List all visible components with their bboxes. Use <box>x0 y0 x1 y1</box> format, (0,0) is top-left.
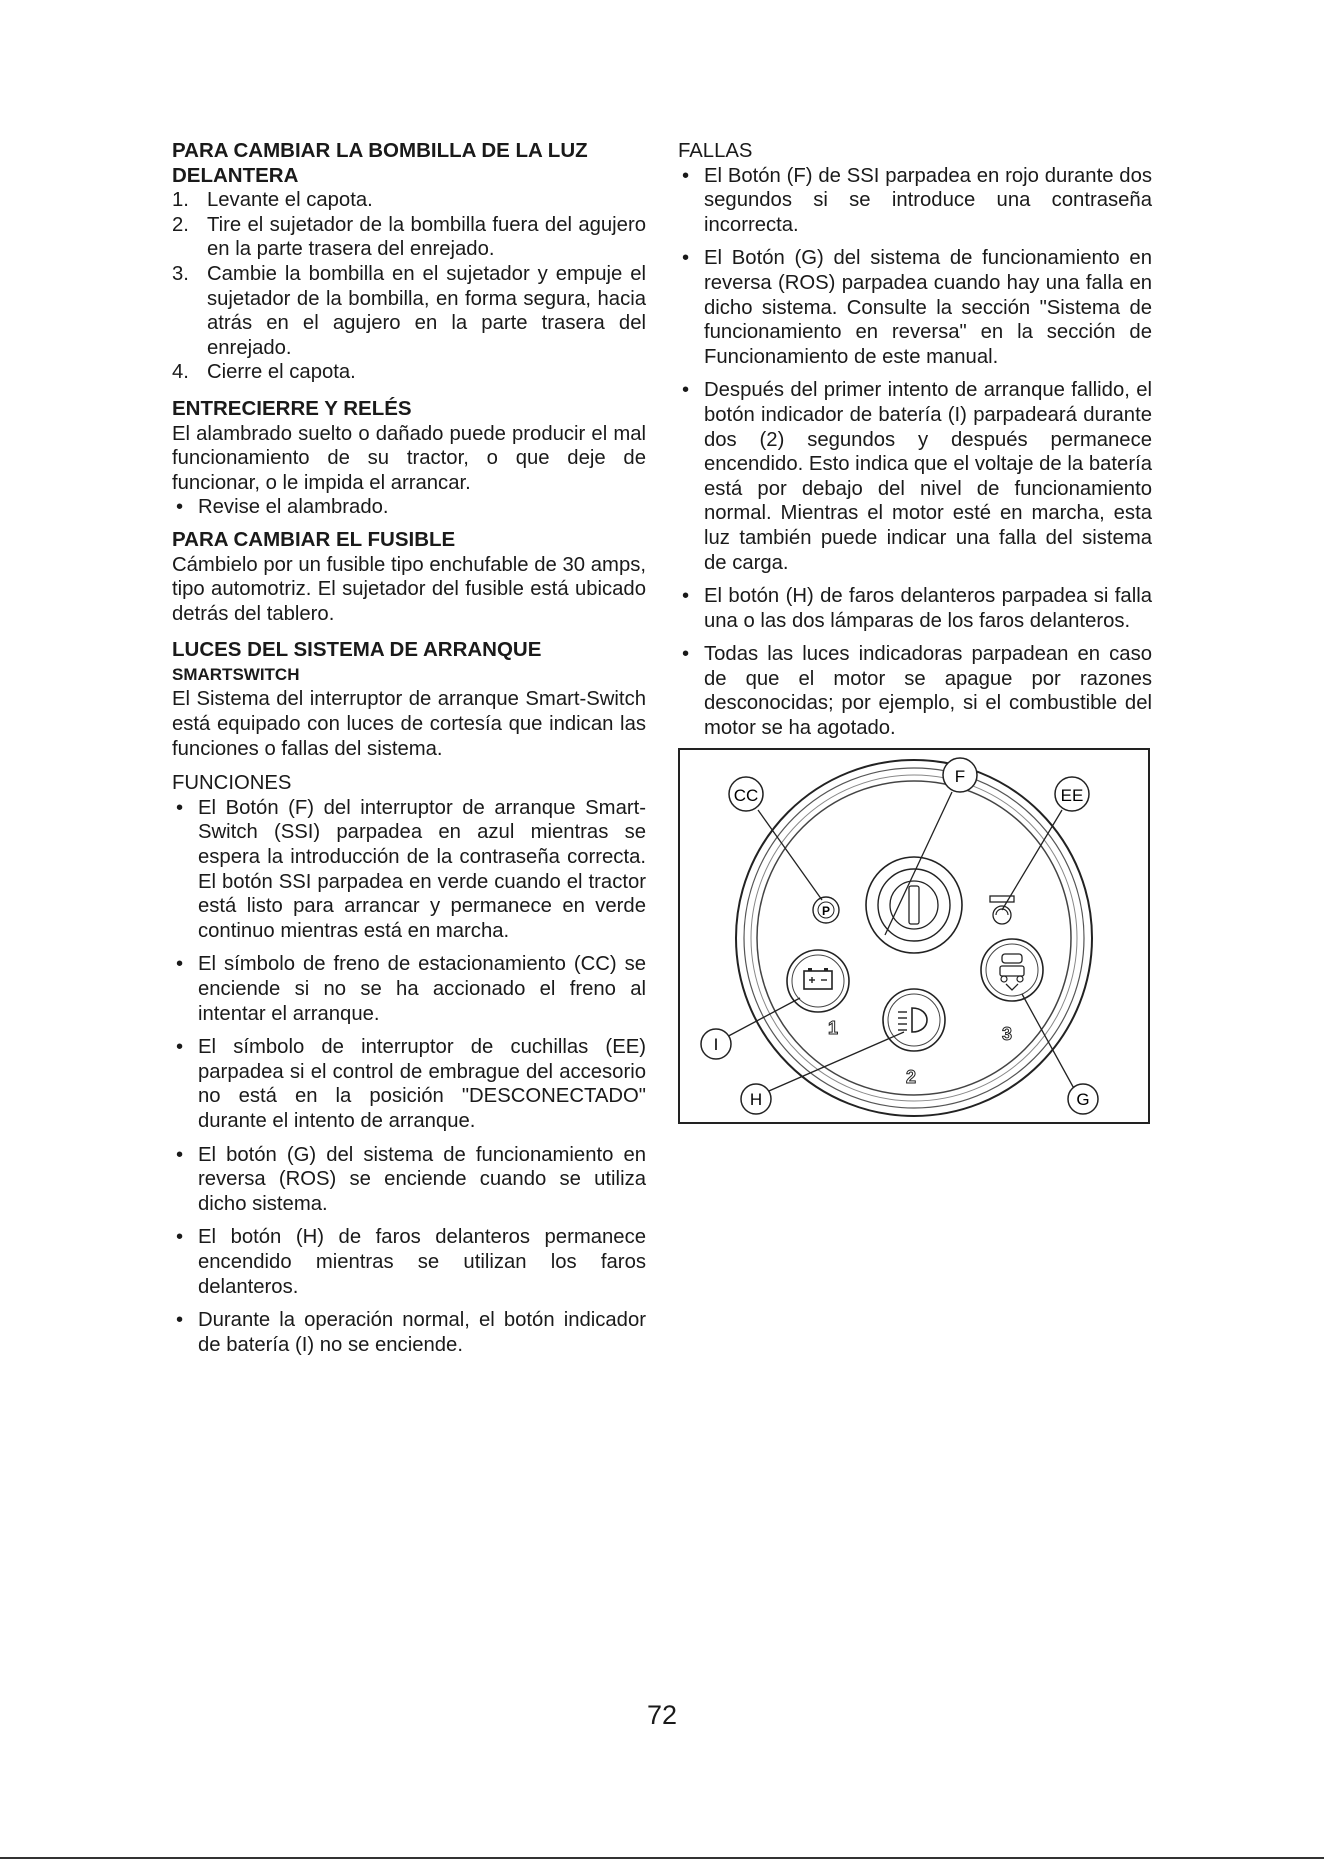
list-item <box>678 164 1152 238</box>
list-item <box>678 246 1152 369</box>
callout-label: H <box>749 1090 763 1109</box>
bullet-icon: • <box>682 585 690 608</box>
bullet-text: Todas las luces indicadoras parpadean en caso de que el motor se apague por razones desconocidas; por ejemplo, si el combustible del motor se ha agotado. <box>704 643 1152 740</box>
relay-bullets <box>172 495 646 520</box>
callout-label: EE <box>1060 786 1084 805</box>
callout-label: G <box>1076 1090 1090 1109</box>
fuse-text: Cámbielo por un fusible tipo enchufable de 30 amps, tipo automotriz. El sujetador del fusible está ubicado detrás del tablero. <box>172 553 646 625</box>
bullet-text: Revise el alambrado. <box>198 496 389 519</box>
bullet-text: El símbolo de interruptor de cuchillas (EE) parpadea si el control de embrague del accesorio no está en la posición "DESCONECTADO" durante el intento de arranque. <box>198 1036 646 1132</box>
bullet-icon: • <box>176 1036 184 1059</box>
step-number: 2. <box>172 213 189 236</box>
step-number: 1. <box>172 189 189 212</box>
list-item <box>678 642 1152 740</box>
functions-title: FUNCIONES <box>172 772 292 795</box>
bullet-icon: • <box>682 247 690 270</box>
bullet-icon: • <box>176 496 184 519</box>
bullet-icon: • <box>176 796 184 819</box>
list-item <box>678 584 1152 633</box>
step-number: 3. <box>172 262 189 285</box>
smartswitch-panel-figure <box>678 748 1150 1124</box>
bullet-text: El Botón (F) de SSI parpadea en rojo durante dos segundos si se introduce una contraseña incorrecta. <box>704 164 1152 236</box>
bullet-icon: • <box>682 164 690 187</box>
relay-text: El alambrado suelto o dañado puede producir el mal funcionamiento de su tractor, o que deje de funcionar, o le impida el arrancar. <box>172 422 646 494</box>
bulb-steps-list <box>172 188 646 385</box>
lights-text: El Sistema del interruptor de arranque Smart-Switch está equipado con luces de cortesía que indican las funciones o fallas del sistema. <box>172 688 646 760</box>
functions-list <box>172 796 646 1357</box>
callout-f <box>943 758 977 792</box>
park-symbol-label: P <box>821 904 831 918</box>
lights-section-subtitle: SMARTSWITCH <box>172 664 300 684</box>
list-item <box>172 952 646 1026</box>
bullet-icon: • <box>176 1309 184 1332</box>
step-number: 4. <box>172 361 189 384</box>
callout-g <box>1068 1084 1098 1114</box>
callout-label: F <box>954 767 966 786</box>
bullet-text: Durante la operación normal, el botón indicador de batería (I) no se enciende. <box>198 1309 646 1356</box>
step-text: Cambie la bombilla en el sujetador y empuje el sujetador de la bombilla, en forma segura, hacia atrás en el agujero en la parte trasera del enrejado. <box>207 262 646 359</box>
list-item <box>172 1035 646 1133</box>
smartswitch-panel-diagram <box>680 750 1148 1122</box>
bullet-text: El Botón (G) del sistema de funcionamiento en reversa (ROS) parpadea cuando hay una falla en dicho sistema. Consulte la sección "Sistema de funcionamiento en reversa" en la sección de Funcionamiento de este manual. <box>704 247 1152 368</box>
lights-section-title: LUCES DEL SISTEMA DE ARRANQUE <box>172 638 542 662</box>
bullet-icon: • <box>682 643 690 666</box>
bullet-icon: • <box>176 1143 184 1166</box>
fuse-section-title: PARA CAMBIAR EL FUSIBLE <box>172 527 456 551</box>
bullet-icon: • <box>176 1226 184 1249</box>
list-item <box>172 495 646 520</box>
callout-label: I <box>713 1035 719 1054</box>
list-item <box>172 360 646 385</box>
list-item <box>678 378 1152 575</box>
faults-title: FALLAS <box>678 140 753 162</box>
step-text: Cierre el capota. <box>207 361 356 384</box>
relay-section-title: ENTRECIERRE Y RELÉS <box>172 396 412 420</box>
bottom-divider <box>0 1857 1324 1859</box>
callout-cc <box>729 777 763 811</box>
step-text: Tire el sujetador de la bombilla fuera del agujero en la parte trasera del enrejado. <box>207 213 646 261</box>
callout-ee <box>1055 777 1089 811</box>
bullet-text: El botón (H) de faros delanteros parpadea si falla una o las dos lámparas de los faros delanteros. <box>704 585 1152 632</box>
list-item <box>172 262 646 360</box>
button-number-1: 1 <box>828 1018 839 1038</box>
callout-h <box>741 1084 771 1114</box>
bullet-text: El botón (G) del sistema de funcionamiento en reversa (ROS) se enciende cuando se utiliza dicho sistema. <box>198 1143 646 1215</box>
step-text: Levante el capota. <box>207 189 373 212</box>
bullet-text: El Botón (F) del interruptor de arranque Smart-Switch (SSI) parpadea en azul mientras se espera la introducción de la contraseña correcta. El botón SSI parpadea en verde cuando el tractor está listo para arrancar y permanece en verde continuo mientras está en marcha. <box>198 796 646 942</box>
right-column <box>678 139 1152 750</box>
bullet-icon: • <box>682 379 690 402</box>
page-number: 72 <box>646 1700 678 1730</box>
list-item <box>172 1143 646 1217</box>
callout-label: CC <box>733 786 759 805</box>
list-item <box>172 188 646 213</box>
faults-list <box>678 164 1152 741</box>
bullet-icon: • <box>176 953 184 976</box>
bullet-text: Después del primer intento de arranque fallido, el botón indicador de batería (I) parpadeará durante dos (2) segundos y después permanece encendido. Esto indica que el voltaje de la batería está por debajo del nivel de funcionamiento normal. Mientras el motor esté en marcha, esta luz también puede indicar una falla del sistema de carga. <box>704 379 1152 574</box>
list-item <box>172 1225 646 1299</box>
list-item <box>172 1308 646 1357</box>
bullet-text: El botón (H) de faros delanteros permanece encendido mientras se utilizan los faros delanteros. <box>198 1226 646 1298</box>
list-item <box>172 796 646 944</box>
key-switch-outer <box>866 857 962 953</box>
list-item <box>172 213 646 262</box>
callout-i <box>701 1029 731 1059</box>
button-number-3: 3 <box>1002 1024 1013 1044</box>
button-number-2: 2 <box>906 1067 917 1087</box>
bulb-section-title: PARA CAMBIAR LA BOMBILLA DE LA LUZ DELANTERA <box>172 139 588 187</box>
left-column <box>172 139 646 1366</box>
bullet-text: El símbolo de freno de estacionamiento (CC) se enciende si no se ha accionado el freno al intentar el arranque. <box>198 953 646 1025</box>
